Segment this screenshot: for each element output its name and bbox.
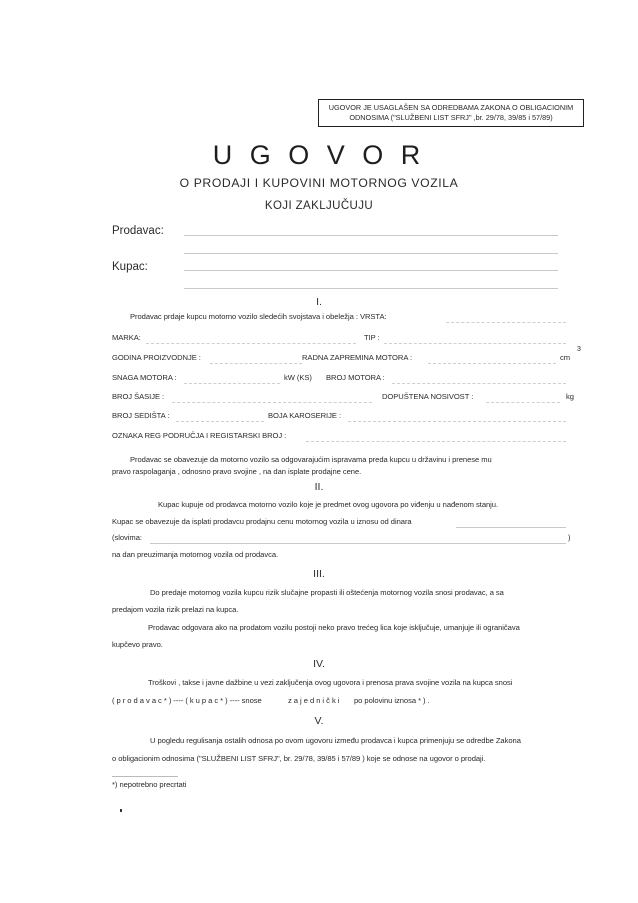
seller-line-2[interactable] — [184, 253, 558, 254]
oznaka-line[interactable] — [306, 441, 566, 442]
vehicle-intro: Prodavac prdaje kupcu motorno vozilo sledećih svojstava i obeležja : VRSTA: — [130, 312, 387, 321]
boja-label: BOJA KAROSERIJE : — [268, 411, 341, 420]
broj-motora-line[interactable] — [392, 383, 566, 384]
marka-line[interactable] — [146, 343, 356, 344]
footnote-divider — [112, 776, 178, 777]
oznaka-label: OZNAKA REG PODRUČJA I REGISTARSKI BROJ : — [112, 431, 287, 440]
section-5-para-1: U pogledu regulisanja ostalih odnosa po ovom ugovoru između prodavca i kupca primenjuju se odredbe Zakona — [150, 736, 521, 745]
snaga-line[interactable] — [184, 383, 280, 384]
sasija-line[interactable] — [172, 402, 372, 403]
godina-label: GODINA PROIZVODNJE : — [112, 353, 201, 362]
cm-unit: cm — [560, 353, 571, 362]
sasija-label: BROJ ŠASIJE : — [112, 392, 165, 401]
stray-mark — [120, 809, 122, 812]
notice-line-1: UGOVOR JE USAGLAŠEN SA ODREDBAMA ZAKONA O OBLIGACIONIM — [328, 103, 574, 112]
section-3-para-3: Prodavac odgovara ako na prodatom vozilu postoji neko pravo trećeg lica koje isključuje, umanjuje ili ograničava — [148, 623, 520, 632]
sedista-line[interactable] — [176, 421, 264, 422]
footnote: *) nepotrebno precrtati — [112, 780, 187, 789]
section-3-number: III. — [313, 568, 325, 580]
section-1-para-1: Prodavac se obavezuje da motorno vozilo sa odgovarajućim ispravama preda kupcu u državinu i prenese mu — [130, 455, 492, 464]
kg-unit: kg — [566, 392, 574, 401]
radna-zapremina-line[interactable] — [428, 363, 556, 364]
section-2-para-3: na dan preuzimanja motornog vozila od prodavca. — [112, 550, 279, 559]
godina-line[interactable] — [210, 363, 302, 364]
nosivost-label: DOPUŠTENA NOSIVOST : — [382, 392, 474, 401]
vrsta-line[interactable] — [446, 322, 566, 323]
tip-line[interactable] — [384, 343, 566, 344]
marka-label: MARKA: — [112, 333, 141, 342]
kw-unit: kW (KS) — [284, 373, 312, 382]
tip-label: TIP : — [364, 333, 380, 342]
notice-line-2: ODNOSIMA ("SLUŽBENI LIST SFRJ" ,br. 29/78, 39/85 i 57/89) — [349, 113, 553, 122]
broj-motora-label: BROJ MOTORA : — [326, 373, 385, 382]
buyer-line-1[interactable] — [184, 270, 558, 271]
section-2-para-2: Kupac se obavezuje da isplati prodavcu prodajnu cenu motornog vozila u iznosu od dinara — [112, 517, 412, 526]
section-4-half: po polovinu iznosa * ) . — [354, 696, 430, 705]
legal-notice-box — [318, 99, 584, 127]
price-line[interactable] — [456, 527, 566, 528]
radna-zapremina-label: RADNA ZAPREMINA MOTORA : — [302, 353, 413, 362]
slovima-line[interactable] — [150, 543, 566, 544]
document-title: U G O V O R — [212, 140, 426, 170]
section-5-number: V. — [314, 715, 324, 727]
section-4-jointly: z a j e d n i č k i — [288, 696, 340, 705]
section-5-para-2: o obligacionim odnosima ("SLUŽBENI LIST SFRJ", br. 29/78, 39/85 i 57/89 ) koje se odnose na ugovor o prodaji. — [112, 754, 486, 763]
sedista-label: BROJ SEDIŠTA : — [112, 411, 170, 420]
buyer-line-2[interactable] — [184, 288, 558, 289]
section-4-number: IV. — [313, 658, 325, 670]
cm-superscript: 3 — [577, 346, 581, 353]
document-subtitle: O PRODAJI I KUPOVINI MOTORNOG VOZILA — [179, 176, 459, 190]
section-2-number: II. — [314, 481, 324, 493]
section-1-number: I. — [316, 296, 322, 308]
boja-line[interactable] — [348, 421, 566, 422]
seller-line-1[interactable] — [184, 235, 558, 236]
snaga-label: SNAGA MOTORA : — [112, 373, 177, 382]
slovima-close: ) — [568, 533, 571, 542]
section-3-para-4: kupčevo pravo. — [112, 640, 163, 649]
section-3-para-2: predajom vozila rizik prelazi na kupca. — [112, 605, 239, 614]
nosivost-line[interactable] — [486, 402, 560, 403]
section-3-para-1: Do predaje motornog vozila kupcu rizik slučajne propasti ili oštećenja motornog vozila snosi prodavac, a sa — [150, 588, 504, 597]
section-4-options: ( p r o d a v a c * ) ---- ( k u p a c * ) ---- snose — [112, 696, 262, 705]
slovima-label: (slovima: — [112, 533, 142, 542]
seller-label: Prodavac: — [112, 225, 164, 237]
section-4-para-1: Troškovi , takse i javne dažbine u vezi zaključenja ovog ugovora i prenosa prava svojine vozila na kupca snosi — [148, 678, 513, 687]
buyer-label: Kupac: — [112, 261, 148, 273]
document-subtitle-2: KOJI ZAKLJUČUJU — [264, 200, 374, 212]
section-1-para-2: pravo raspolaganja , odnosno pravo svojine , na dan isplate prodajne cene. — [112, 467, 362, 476]
section-2-para-1: Kupac kupuje od prodavca motorno vozilo koje je predmet ovog ugovora po viđenju u nađenom stanju. — [158, 500, 499, 509]
